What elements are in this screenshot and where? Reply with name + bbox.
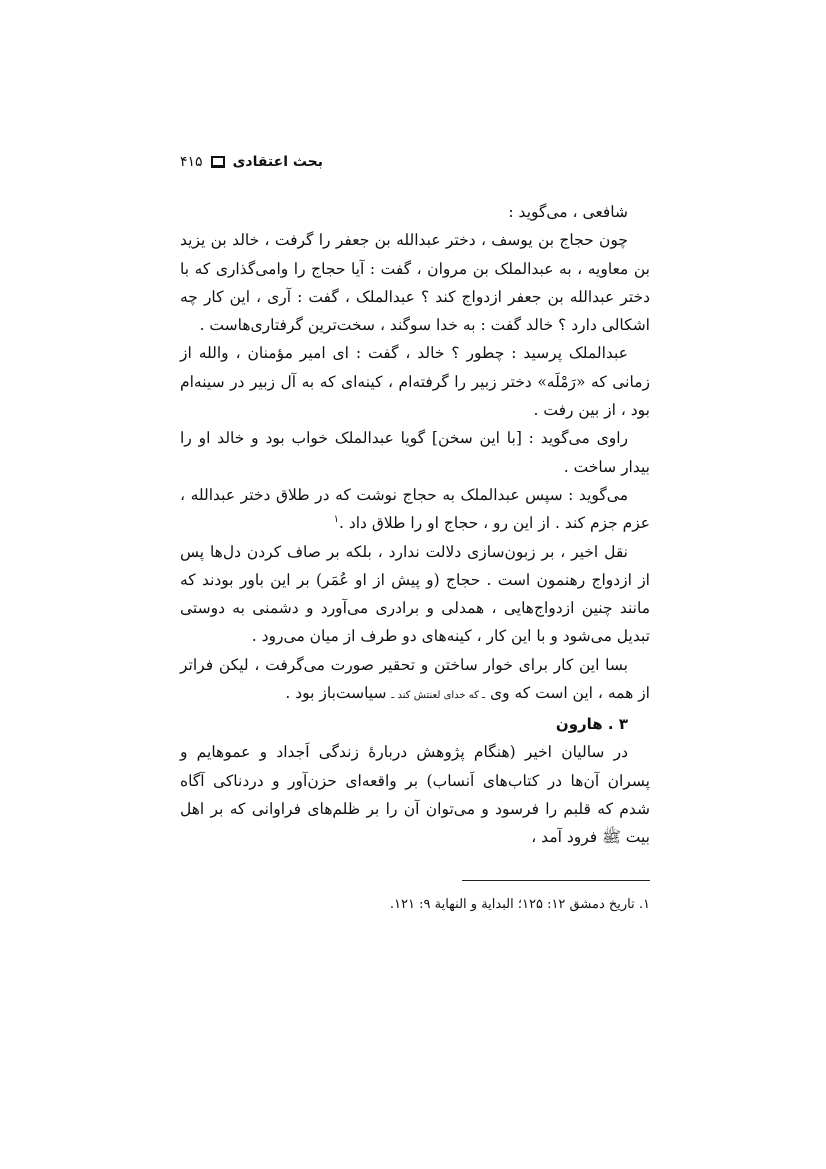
- paragraph-6: نقل اخیر ، بر زبون‌سازی دلالت ندارد ، بلکه بر صاف کردن دل‌ها پس از ازدواج رهنمون است . حجاج (و پیش از او عُمَر) بر این باور بودند که مانند چنین ازدواج‌هایی ، همدلی و برادری می‌آورد و دشمنی به دوستی تبدیل می‌شود و با این کار ، کینه‌های دو طرف از میان می‌رود .: [180, 542, 650, 646]
- running-header: [180, 150, 650, 174]
- paragraph-8: در سالیان اخیر (هنگام پژوهش دربارهٔ زندگی اَجداد و عموهایم و پسران آن‌ها در کتاب‌های اَنساب) بر واقعه‌ای حزن‌آور و دردناکی آگاه شدم که قلبم را فرسود و می‌توان آن را بر ظلم‌های فراوانی که بر اهل بیت ﷺ فرود آمد ،: [180, 743, 650, 847]
- paragraph-2: چون حجاج بن یوسف ، دختر عبدالله بن جعفر را گرفت ، خالد بن یزید بن معاویه ، به عبدالملک بن مروان ، گفت : آیا حجاج را وامی‌گذاری که با دختر عبدالله بن جعفر ازدواج کند ؟ عبدالملک ، گفت : آری ، این کار چه اشکالی دارد ؟ خالد گفت : به خدا سوگند ، سخت‌ترین گرفتاری‌هاست .: [180, 231, 650, 335]
- paragraph-7-before: بسا این کار برای خوار ساختن و تحقیر صورت می‌گرفت ، لیکن فراتر از همه ، این است که وی: [180, 655, 650, 703]
- footnote-marker: ۱: [333, 514, 339, 526]
- paragraph-7-after: سیاست‌باز بود .: [285, 684, 387, 703]
- header-title: بحث اعتقادی: [232, 154, 324, 170]
- section-heading: ۳ . هارون: [555, 715, 628, 734]
- paragraph-7: [180, 651, 650, 711]
- paragraph-5-text: می‌گوید : سپس عبدالملک به حجاج نوشت که در طلاق دختر عبدالله ، عزم جزم کند . از این رو ، حجاج او را طلاق داد .: [180, 485, 650, 533]
- paragraph-1: شافعی ، می‌گوید :: [508, 203, 628, 221]
- page-number: ۴۱۵: [180, 154, 203, 170]
- paragraph-5: [180, 481, 650, 538]
- paragraph-7-small-insert: ـ که خدای لعنتش کند ـ: [391, 690, 486, 702]
- paragraph-4: راوی می‌گوید : [با این سخن] گویا عبدالملک خواب بود و خالد او را بیدار ساخت .: [180, 429, 650, 476]
- footnote-divider: [462, 880, 650, 881]
- paragraph-3: عبدالملک پرسید : چطور ؟ خالد ، گفت : ای امیر مؤمنان ، والله از زمانی که «رَمْلَه» دختر زبیر را گرفته‌ام ، کینه‌ای که به آل زبیر در سینه‌ام بود ، از بین رفت .: [180, 344, 650, 420]
- header-square-icon: [211, 156, 225, 168]
- body-text: [180, 198, 650, 852]
- footnote: ۱. تاریخ دمشق ۱۲: ۱۲۵؛ البدایة و النهایة ۹: ۱۲۱.: [389, 897, 650, 912]
